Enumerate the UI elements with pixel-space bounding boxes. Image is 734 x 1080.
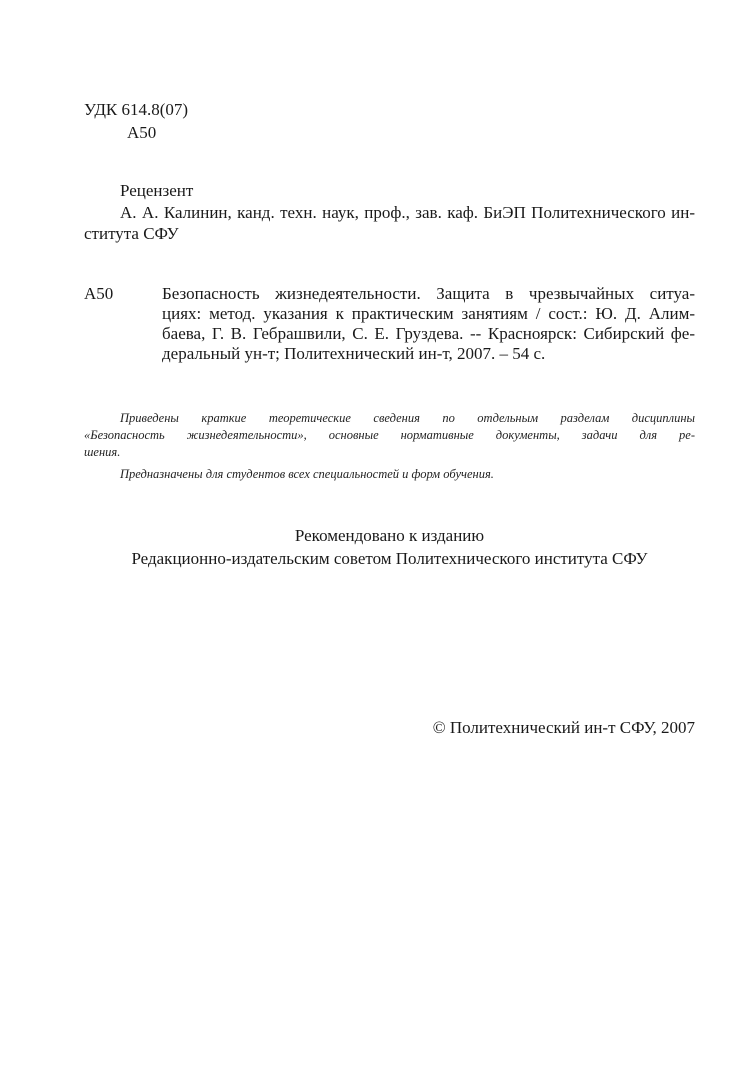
copyright-notice: © Политехнический ин-т СФУ, 2007 xyxy=(432,718,695,737)
udk-code: УДК 614.8(07) xyxy=(84,100,189,119)
bibliographic-line: баева, Г. В. Гебрашвили, С. Е. Груздева. -- Красноярск: Сибирский фе- xyxy=(162,324,695,343)
bibliographic-line: Безопасность жизнедеятельности. Защита в чрезвычайных ситуа- xyxy=(162,284,695,303)
reviewer-label: Рецензент xyxy=(120,181,194,200)
bibliographic-code: А50 xyxy=(84,284,114,303)
annotation-line-1: Приведены краткие теоретические сведения по отдельным разделам дисциплины xyxy=(120,411,695,425)
author-mark: А50 xyxy=(127,123,157,142)
recommendation-line-2: Редакционно-издательским советом Политехнического института СФУ xyxy=(131,549,648,568)
annotation-line-2: «Безопасность жизнедеятельности», основные нормативные документы, задачи для ре- xyxy=(84,428,695,442)
bibliographic-line: деральный ун-т; Политехнический ин-т, 2007. – 54 с. xyxy=(162,344,546,363)
annotation-line-3: шения. xyxy=(84,445,121,459)
reviewer-text-line-1: А. А. Калинин, канд. техн. наук, проф., зав. каф. БиЭП Политехнического ин- xyxy=(120,203,695,222)
bibliographic-line: циях: метод. указания к практическим занятиям / сост.: Ю. Д. Алим- xyxy=(162,304,695,323)
recommendation-line-1: Рекомендовано к изданию xyxy=(294,526,485,545)
bibliographic-description xyxy=(162,284,695,364)
reviewer-text-line-2: ститута СФУ xyxy=(84,224,179,243)
annotation-line-4: Предназначены для студентов всех специальностей и форм обучения. xyxy=(120,467,494,481)
